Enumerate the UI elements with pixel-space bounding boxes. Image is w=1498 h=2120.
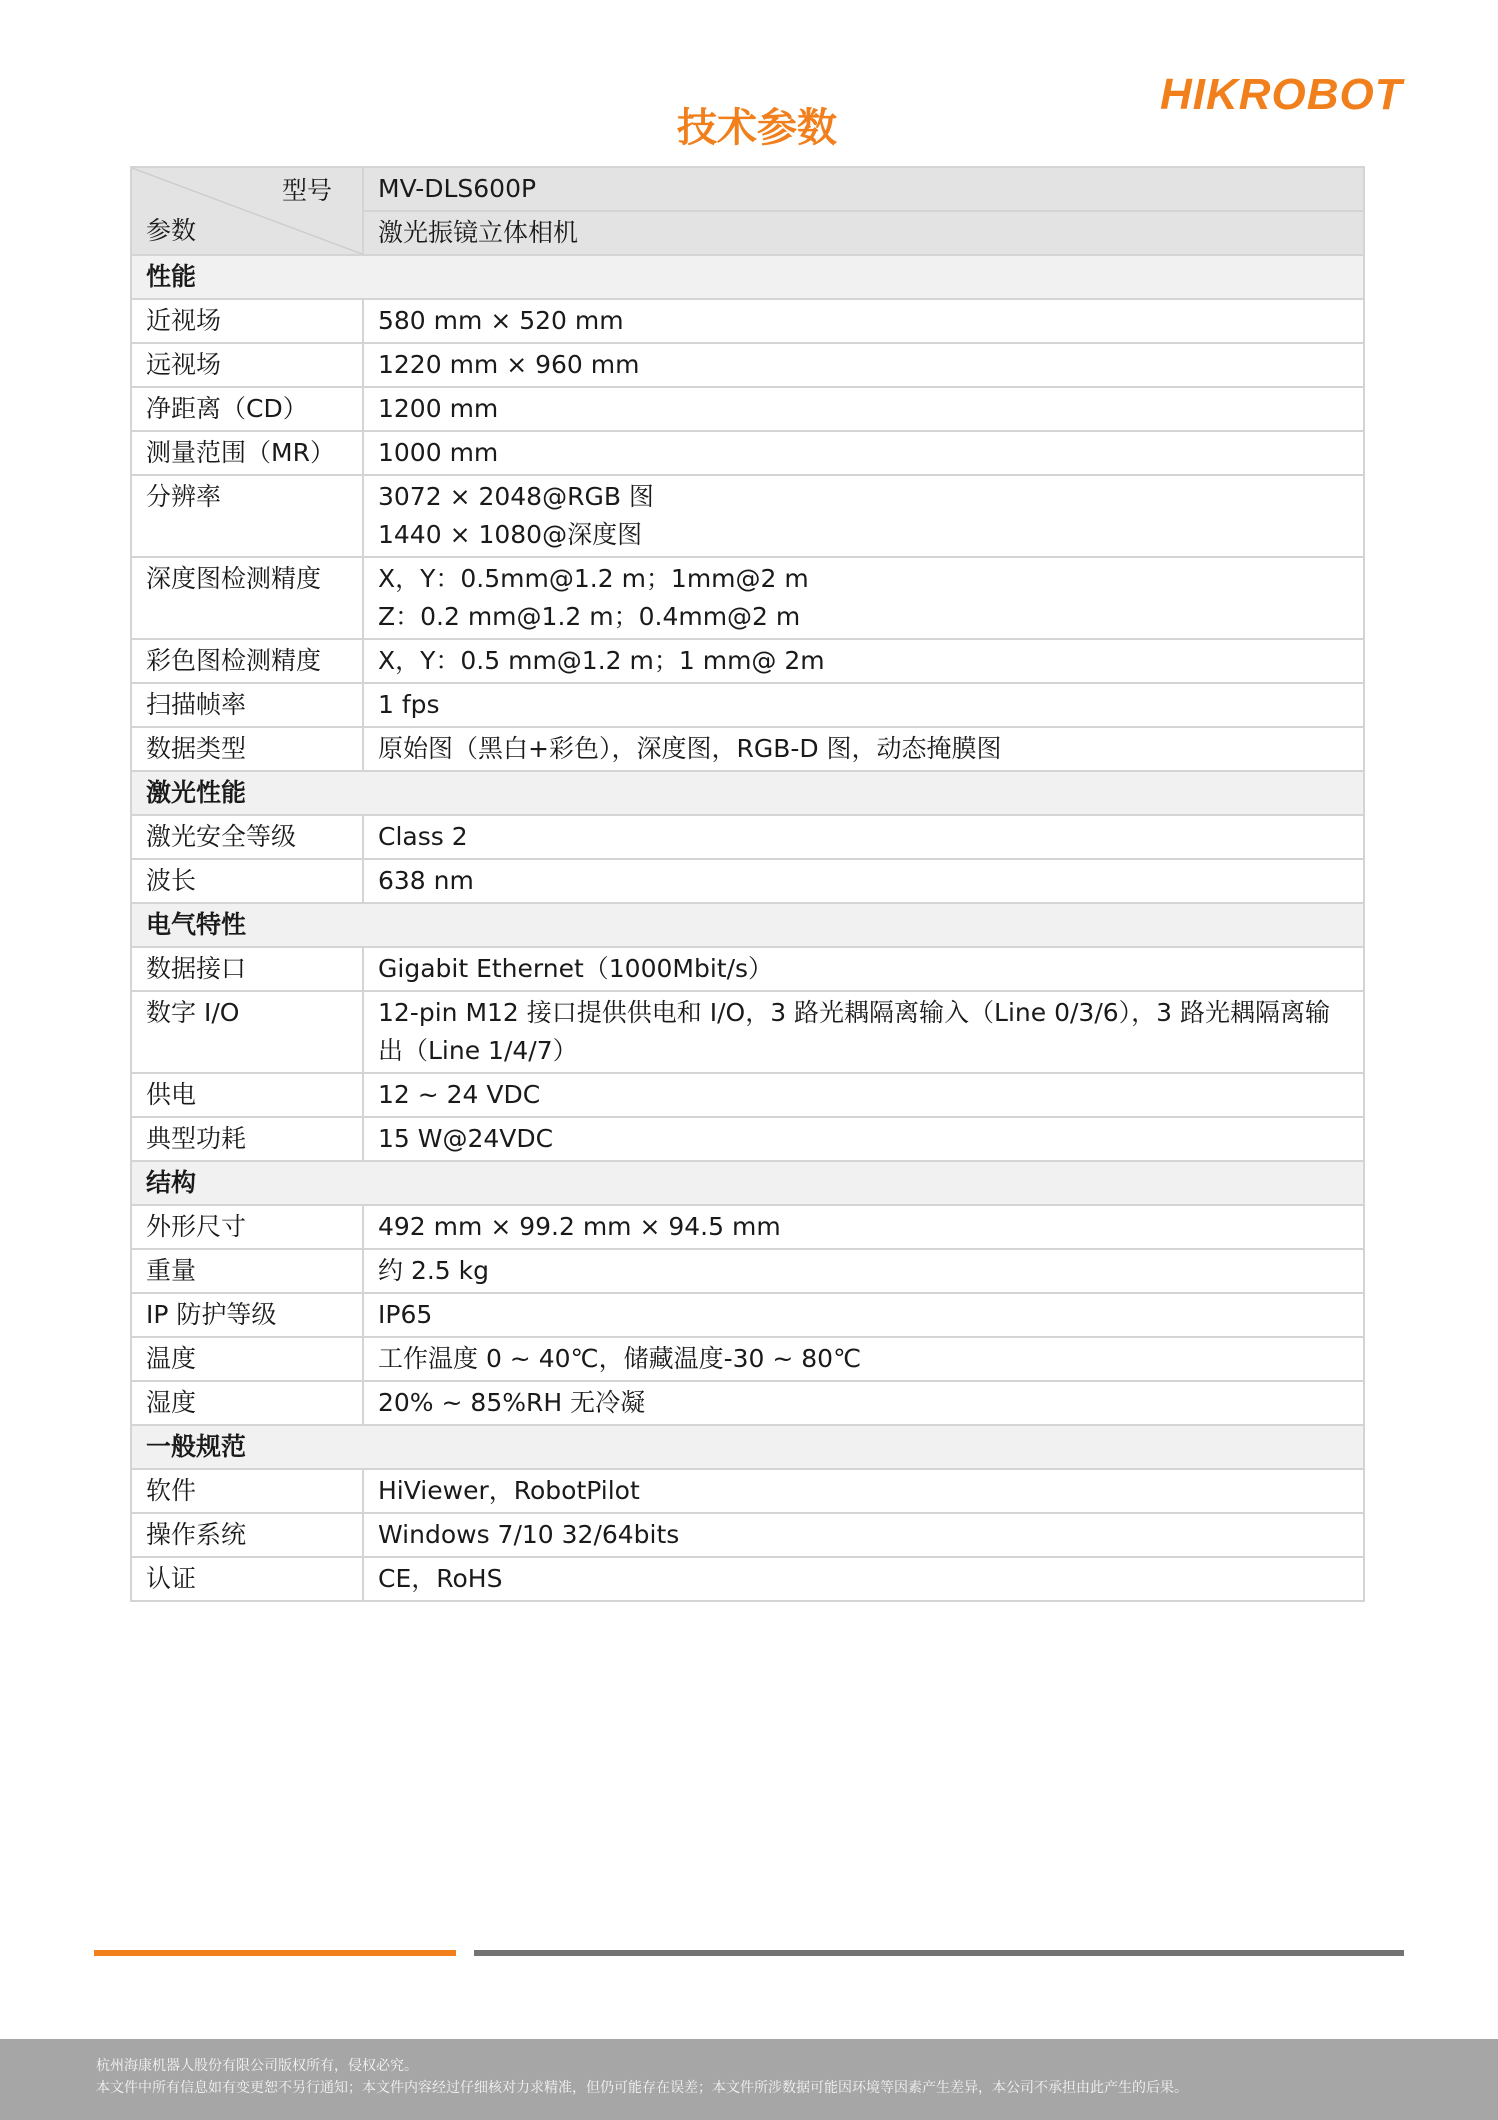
spec-label: 扫描帧率: [131, 683, 363, 727]
spec-value-line: 1440 × 1080@深度图: [378, 520, 643, 549]
section-row: [131, 903, 1364, 947]
spec-row: [131, 299, 1364, 343]
spec-value: [363, 815, 1364, 859]
section-row: [131, 255, 1364, 299]
page-title: 技术参数: [677, 105, 837, 151]
spec-value-line: 原始图（黑白+彩色），深度图，RGB-D 图，动态掩膜图: [378, 734, 1002, 763]
spec-table: [130, 166, 1365, 1602]
spec-value-line: 1000 mm: [378, 438, 499, 467]
spec-value: [363, 1205, 1364, 1249]
spec-value-line: Class 2: [378, 822, 468, 851]
section-title: 激光性能: [131, 771, 1364, 815]
spec-row: [131, 1117, 1364, 1161]
section-row: [131, 1161, 1364, 1205]
spec-row: [131, 815, 1364, 859]
spec-label: 重量: [131, 1249, 363, 1293]
spec-value: [363, 1293, 1364, 1337]
spec-value-line: 1 fps: [378, 690, 440, 719]
model-value: MV-DLS600P: [363, 167, 1364, 211]
spec-value: [363, 683, 1364, 727]
spec-value: [363, 639, 1364, 683]
spec-value-line: 3072 × 2048@RGB 图: [378, 482, 654, 511]
spec-row: [131, 1469, 1364, 1513]
spec-value: [363, 1117, 1364, 1161]
spec-value: [363, 475, 1364, 557]
spec-row: [131, 1381, 1364, 1425]
spec-label: IP 防护等级: [131, 1293, 363, 1337]
spec-value-line: 出（Line 1/4/7）: [378, 1036, 578, 1065]
spec-value-line: X，Y：0.5mm@1.2 m；1mm@2 m: [378, 564, 809, 593]
spec-value-line: 580 mm × 520 mm: [378, 306, 624, 335]
spec-value: [363, 727, 1364, 771]
spec-row: [131, 343, 1364, 387]
spec-value: [363, 431, 1364, 475]
footer-rule-orange: [94, 1950, 456, 1956]
spec-row: [131, 639, 1364, 683]
section-row: [131, 1425, 1364, 1469]
spec-label: 典型功耗: [131, 1117, 363, 1161]
model-label: 型号: [281, 176, 332, 205]
spec-value: [363, 299, 1364, 343]
spec-label: 认证: [131, 1557, 363, 1601]
page-footer: [0, 2039, 1498, 2120]
footer-copyright: 杭州海康机器人股份有限公司版权所有，侵权必究。: [96, 2058, 418, 2074]
section-row: [131, 771, 1364, 815]
section-title: 性能: [131, 255, 1364, 299]
section-title: 电气特性: [131, 903, 1364, 947]
spec-label: 分辨率: [131, 475, 363, 557]
spec-label: 近视场: [131, 299, 363, 343]
spec-value-line: 638 nm: [378, 866, 474, 895]
spec-row: [131, 1557, 1364, 1601]
spec-row: [131, 1249, 1364, 1293]
spec-value: [363, 1557, 1364, 1601]
spec-label: 湿度: [131, 1381, 363, 1425]
spec-value: [363, 1381, 1364, 1425]
spec-value: [363, 343, 1364, 387]
spec-row: [131, 727, 1364, 771]
spec-label: 测量范围（MR）: [131, 431, 363, 475]
spec-row: [131, 1073, 1364, 1117]
spec-value-line: 工作温度 0 ~ 40℃，储藏温度-30 ~ 80℃: [378, 1344, 862, 1373]
spec-value-line: HiViewer，RobotPilot: [378, 1476, 640, 1505]
spec-row: [131, 1205, 1364, 1249]
product-description: 激光振镜立体相机: [363, 211, 1364, 255]
spec-label: 数字 I/O: [131, 991, 363, 1073]
spec-value: [363, 387, 1364, 431]
spec-value-line: 20% ~ 85%RH 无冷凝: [378, 1388, 646, 1417]
spec-label: 深度图检测精度: [131, 557, 363, 639]
spec-label: 波长: [131, 859, 363, 903]
spec-value-line: 492 mm × 99.2 mm × 94.5 mm: [378, 1212, 781, 1241]
hikrobot-logo: HIKROBOT: [1160, 70, 1403, 119]
spec-value-line: 12-pin M12 接口提供供电和 I/O，3 路光耦隔离输入（Line 0/3/6），3 路光耦隔离输: [378, 998, 1331, 1027]
table-header-row: [131, 167, 1364, 211]
spec-value-line: 12 ~ 24 VDC: [378, 1080, 541, 1109]
spec-value-line: 1220 mm × 960 mm: [378, 350, 640, 379]
footer-rule-gray: [474, 1950, 1404, 1956]
spec-row: [131, 1337, 1364, 1381]
spec-label: 数据类型: [131, 727, 363, 771]
spec-label: 数据接口: [131, 947, 363, 991]
diagonal-header-cell: [131, 167, 363, 255]
spec-row: [131, 859, 1364, 903]
spec-label: 净距离（CD）: [131, 387, 363, 431]
spec-value-line: IP65: [378, 1300, 433, 1329]
spec-row: [131, 683, 1364, 727]
spec-value: [363, 1513, 1364, 1557]
spec-row: [131, 475, 1364, 557]
spec-value: [363, 1073, 1364, 1117]
section-title: 结构: [131, 1161, 1364, 1205]
spec-value: [363, 557, 1364, 639]
spec-row: [131, 991, 1364, 1073]
spec-value-line: 15 W@24VDC: [378, 1124, 554, 1153]
spec-value: [363, 991, 1364, 1073]
spec-row: [131, 1293, 1364, 1337]
spec-value-line: X，Y：0.5 mm@1.2 m；1 mm@ 2m: [378, 646, 825, 675]
spec-row: [131, 947, 1364, 991]
spec-value-line: 1200 mm: [378, 394, 499, 423]
param-label: 参数: [146, 216, 197, 245]
spec-label: 激光安全等级: [131, 815, 363, 859]
spec-value: [363, 947, 1364, 991]
spec-row: [131, 387, 1364, 431]
spec-value-line: Z：0.2 mm@1.2 m；0.4mm@2 m: [378, 602, 801, 631]
spec-value-line: CE，RoHS: [378, 1564, 503, 1593]
spec-value: [363, 1469, 1364, 1513]
spec-label: 远视场: [131, 343, 363, 387]
spec-row: [131, 431, 1364, 475]
spec-row: [131, 1513, 1364, 1557]
spec-value: [363, 1337, 1364, 1381]
spec-label: 外形尺寸: [131, 1205, 363, 1249]
spec-label: 操作系统: [131, 1513, 363, 1557]
spec-label: 温度: [131, 1337, 363, 1381]
spec-label: 彩色图检测精度: [131, 639, 363, 683]
spec-row: [131, 557, 1364, 639]
spec-value-line: Windows 7/10 32/64bits: [378, 1520, 680, 1549]
footer-disclaimer: 本文件中所有信息如有变更恕不另行通知；本文件内容经过仔细核对力求精准，但仍可能存在误差；本文件所涉数据可能因环境等因素产生差异，本公司不承担由此产生的后果。: [96, 2080, 1188, 2096]
spec-value: [363, 1249, 1364, 1293]
spec-value-line: Gigabit Ethernet（1000Mbit/s）: [378, 954, 774, 983]
spec-label: 供电: [131, 1073, 363, 1117]
spec-value: [363, 859, 1364, 903]
section-title: 一般规范: [131, 1425, 1364, 1469]
spec-value-line: 约 2.5 kg: [378, 1256, 489, 1285]
spec-label: 软件: [131, 1469, 363, 1513]
